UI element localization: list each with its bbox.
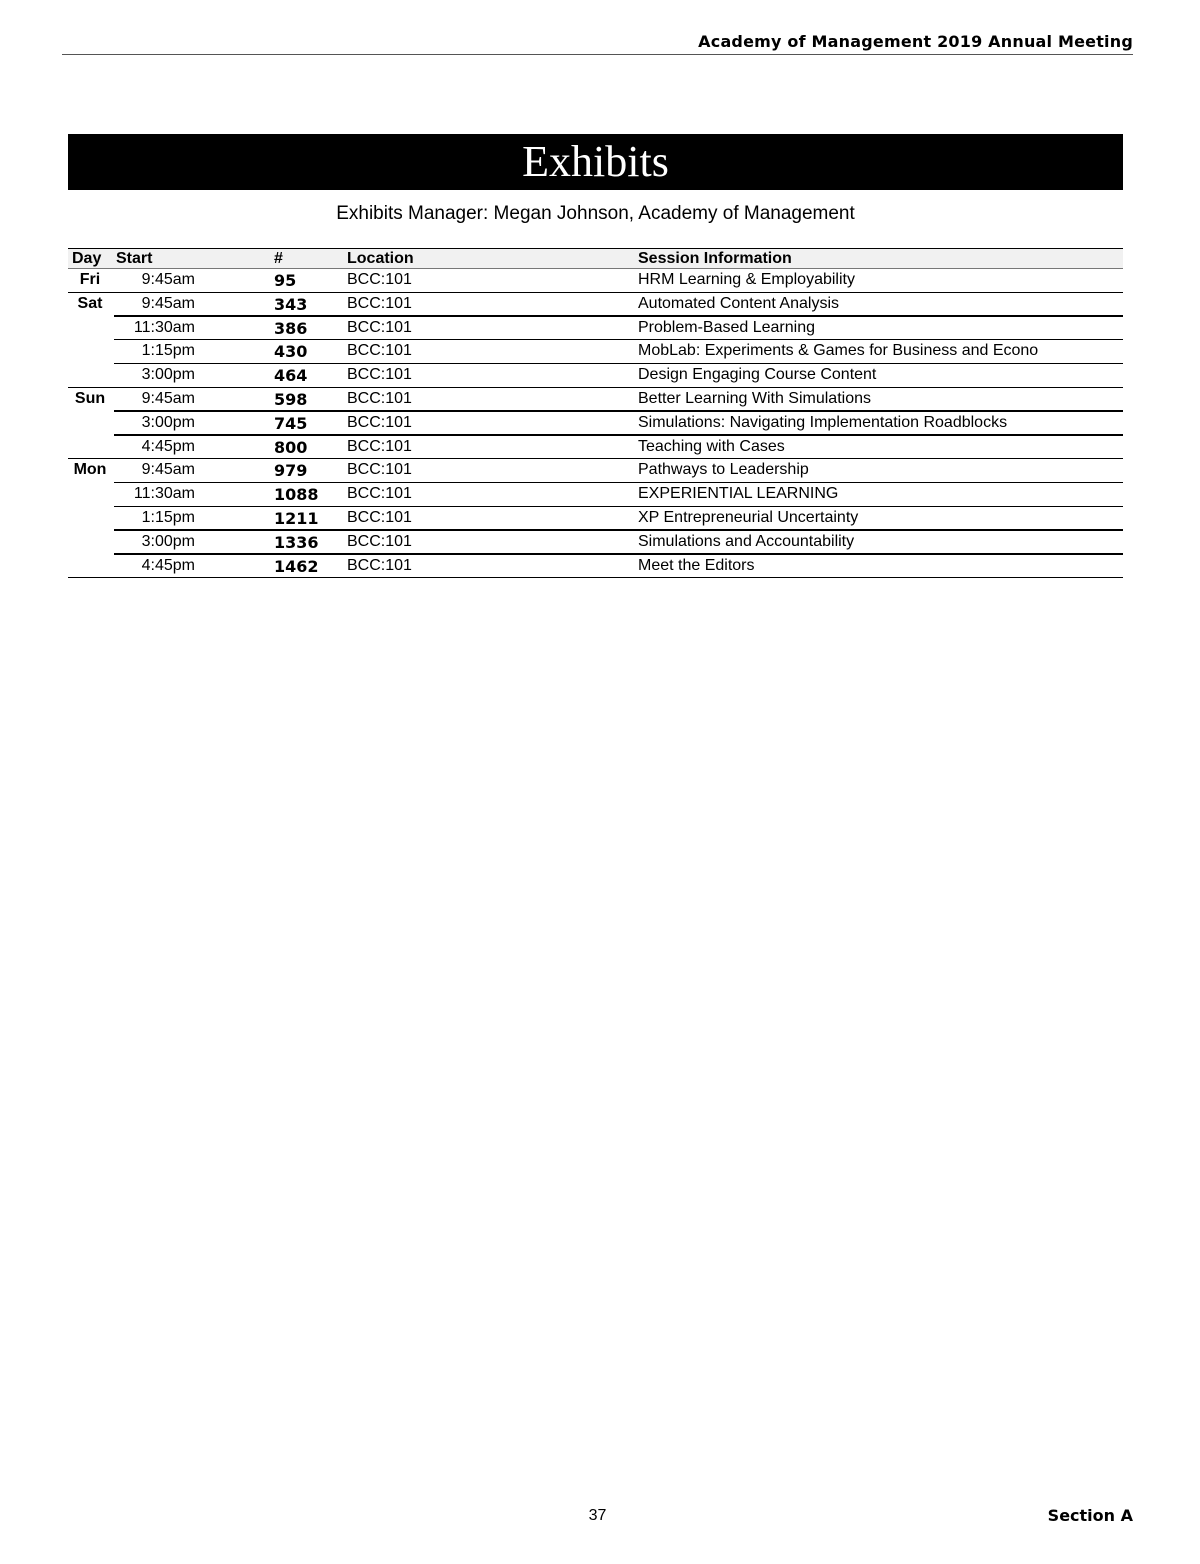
table-row (68, 483, 1123, 507)
table-cell-session: MobLab: Experiments & Games for Business and Econo (638, 342, 1039, 360)
table-cell-num: 386 (274, 318, 308, 338)
table-cell-num: 464 (274, 366, 308, 386)
table-cell-location: BCC:101 (347, 366, 412, 384)
table-cell-start: 1:15pm (141, 342, 195, 360)
table-cell-session: HRM Learning & Employability (638, 271, 855, 288)
table-cell-session: Better Learning With Simulations (638, 389, 871, 407)
table-cell-start: 3:00pm (141, 366, 195, 384)
table-cell-num: 979 (274, 461, 308, 481)
running-header (62, 30, 1133, 55)
table-row (68, 459, 1123, 483)
table-row (68, 531, 1123, 555)
table-row (68, 412, 1123, 436)
table-cell-num: 343 (274, 294, 308, 314)
table-cell-start: 9:45am (141, 294, 195, 312)
table-cell-start: 4:45pm (141, 556, 195, 574)
table-cell-start: 9:45am (141, 389, 195, 407)
table-cell-session: Pathways to Leadership (638, 461, 809, 479)
table-row (68, 388, 1123, 412)
table-cell-location: BCC:101 (347, 508, 412, 526)
table-cell-location: BCC:101 (347, 556, 412, 574)
header-start: Start (116, 250, 153, 267)
table-cell-num: 430 (274, 342, 308, 362)
table-cell-location: BCC:101 (347, 437, 412, 455)
table-cell-location: BCC:101 (347, 318, 412, 336)
header-day: Day (72, 250, 102, 267)
table-body (68, 269, 1123, 578)
table-cell-num: 745 (274, 413, 308, 433)
running-header-title: Academy of Management 2019 Annual Meeting (698, 32, 1133, 51)
table-cell-day: Sat (77, 294, 103, 312)
table-row (68, 340, 1123, 364)
manager-line: Exhibits Manager: Megan Johnson, Academy of Management (336, 203, 855, 224)
table-cell-start: 11:30am (133, 485, 195, 503)
table-cell-location: BCC:101 (347, 389, 412, 407)
table-cell-num: 1336 (274, 532, 319, 552)
table-cell-location: BCC:101 (347, 461, 412, 479)
table-cell-session: EXPERIENTIAL LEARNING (638, 485, 839, 503)
table-cell-start: 3:00pm (141, 413, 195, 431)
table-cell-num: 800 (274, 437, 308, 457)
table-cell-session: Problem-Based Learning (638, 318, 815, 336)
table-cell-day: Sun (74, 389, 106, 407)
table-cell-day: Mon (73, 461, 107, 479)
table-cell-session: Teaching with Cases (638, 437, 785, 455)
table-cell-session: XP Entrepreneurial Uncertainty (638, 508, 859, 526)
table-cell-num: 1088 (274, 485, 319, 505)
table-cell-num: 1211 (274, 508, 319, 528)
table-cell-location: BCC:101 (347, 485, 412, 503)
table-cell-day: Fri (79, 271, 101, 288)
table-row (68, 507, 1123, 531)
page-number: 37 (588, 1507, 607, 1524)
table-row (68, 555, 1123, 579)
header-location: Location (347, 250, 414, 267)
table-cell-start: 11:30am (133, 318, 195, 336)
table-cell-start: 9:45am (141, 271, 195, 288)
table-cell-num: 598 (274, 389, 308, 409)
page-title: Exhibits (522, 137, 669, 186)
title-band (68, 134, 1123, 190)
table-row (68, 436, 1123, 460)
table-cell-num: 95 (274, 271, 297, 290)
table-row (68, 293, 1123, 317)
table-header-row (68, 248, 1123, 269)
header-session: Session Information (638, 250, 792, 267)
table-cell-num: 1462 (274, 556, 319, 576)
table-cell-location: BCC:101 (347, 532, 412, 550)
table-cell-start: 9:45am (141, 461, 195, 479)
header-num: # (274, 250, 283, 267)
table-cell-session: Simulations: Navigating Implementation Roadblocks (638, 413, 1008, 431)
table-row (68, 317, 1123, 341)
table-cell-session: Simulations and Accountability (638, 532, 855, 550)
schedule-table (68, 248, 1123, 578)
table-cell-start: 4:45pm (141, 437, 195, 455)
table-cell-location: BCC:101 (347, 413, 412, 431)
table-cell-location: BCC:101 (347, 294, 412, 312)
table-row (68, 364, 1123, 388)
table-cell-start: 1:15pm (141, 508, 195, 526)
table-cell-location: BCC:101 (347, 271, 412, 288)
table-cell-session: Automated Content Analysis (638, 294, 840, 312)
table-cell-location: BCC:101 (347, 342, 412, 360)
table-row (68, 269, 1123, 293)
table-cell-session: Meet the Editors (638, 556, 755, 574)
table-cell-start: 3:00pm (141, 532, 195, 550)
section-label: Section A (1047, 1506, 1133, 1525)
table-cell-session: Design Engaging Course Content (638, 366, 877, 384)
